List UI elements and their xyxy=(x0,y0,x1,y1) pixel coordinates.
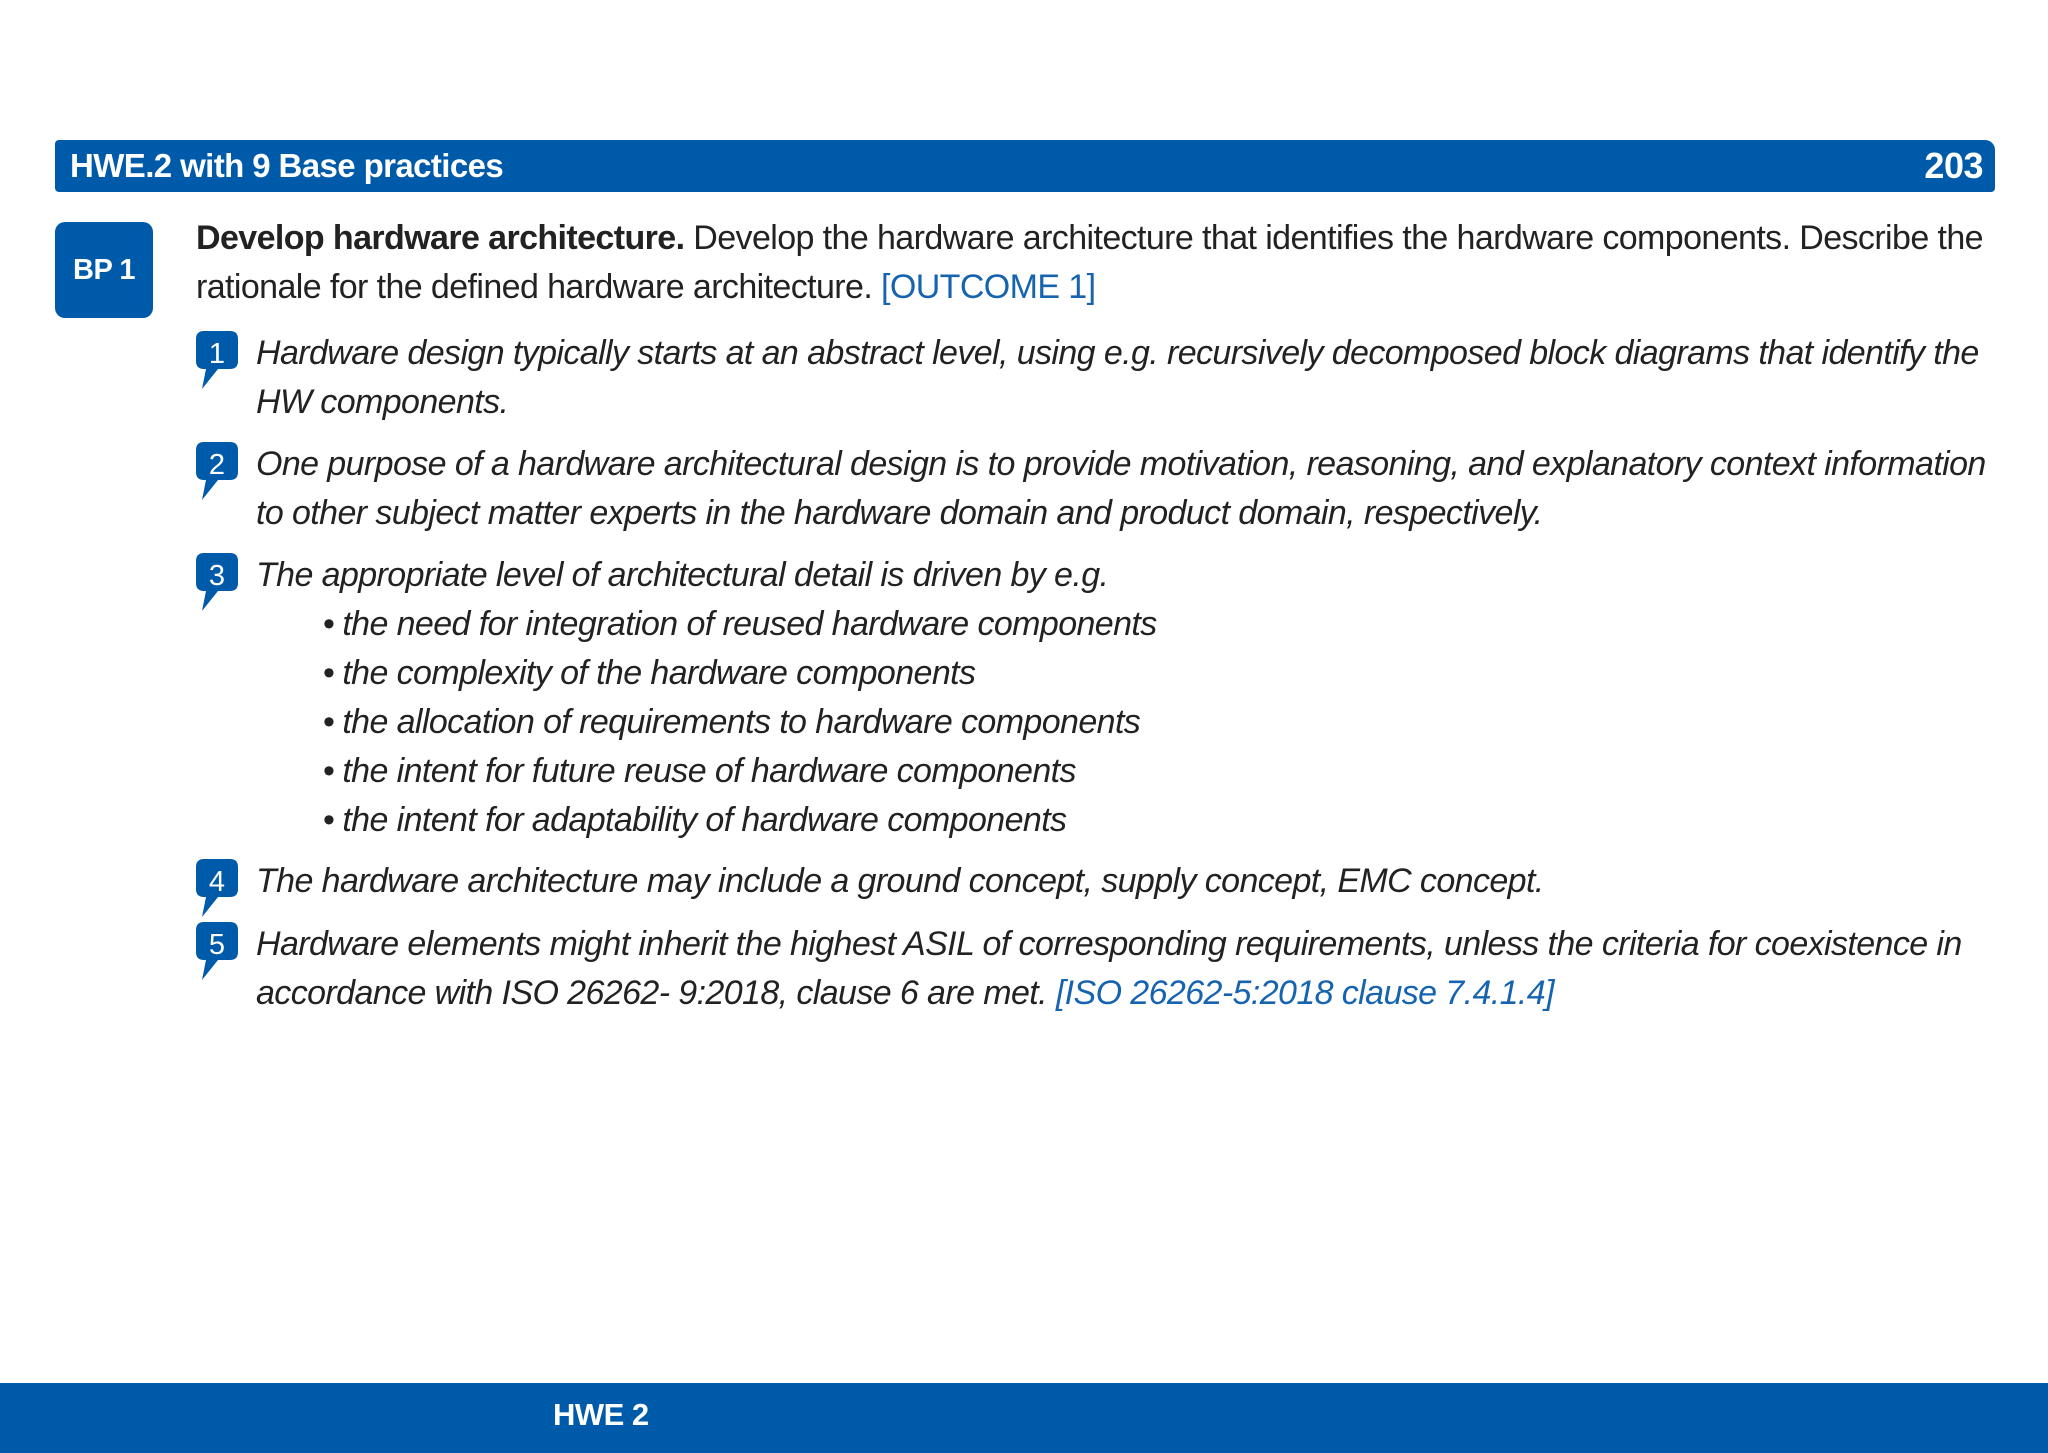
bullet-list xyxy=(196,600,1996,845)
footer-bar xyxy=(0,1383,2048,1453)
base-practice-description: Develop the hardware architecture that identifies the hardware components. Describe the rationale for the defined hardware architecture. xyxy=(196,219,1983,306)
section-header-bar xyxy=(55,140,1995,192)
note-number: 5 xyxy=(208,929,226,961)
note-2 xyxy=(196,440,1996,538)
note-number: 3 xyxy=(208,560,226,592)
note-1 xyxy=(196,329,1996,427)
note-number: 2 xyxy=(208,449,226,481)
note-4 xyxy=(196,857,1996,906)
speech-bubble-icon xyxy=(196,442,240,500)
list-item: • the need for integration of reused hardware components xyxy=(323,600,1996,649)
outcome-reference: [OUTCOME 1] xyxy=(881,268,1096,306)
page-number: 203 xyxy=(1924,145,1983,186)
list-item: • the complexity of the hardware components xyxy=(323,649,1996,698)
base-practice-title: Develop hardware architecture. xyxy=(196,219,685,257)
base-practice-text xyxy=(196,214,1986,312)
speech-bubble-icon xyxy=(196,553,240,611)
list-item: • the intent for future reuse of hardware components xyxy=(323,747,1996,796)
note-number: 4 xyxy=(208,866,226,898)
base-practice-badge: BP 1 xyxy=(55,222,153,318)
speech-bubble-icon xyxy=(196,331,240,389)
section-title: HWE.2 with 9 Base practices xyxy=(70,147,504,184)
note-body: Hardware elements might inherit the highest ASIL of corresponding requirements, unless the criteria for coexistence in accordance with ISO 26262- 9:2018, clause 6 are met. xyxy=(256,925,1962,1012)
note-text: The hardware architecture may include a ground concept, supply concept, EMC concept. xyxy=(256,862,1544,900)
note-text: The appropriate level of architectural detail is driven by e.g. xyxy=(256,556,1109,594)
list-item: • the intent for adaptability of hardware components xyxy=(323,796,1996,845)
note-text xyxy=(256,920,1996,1018)
speech-bubble-icon xyxy=(196,859,240,917)
note-number: 1 xyxy=(208,338,226,370)
speech-bubble-icon xyxy=(196,922,240,980)
footer-label: HWE 2 xyxy=(553,1397,649,1432)
note-3 xyxy=(196,551,1996,845)
note-text: Hardware design typically starts at an abstract level, using e.g. recursively decomposed block diagrams that identify the HW components. xyxy=(256,334,1979,421)
note-text: One purpose of a hardware architectural design is to provide motivation, reasoning, and explanatory context information to other subject matter experts in the hardware domain and product domain, respectively. xyxy=(256,445,1986,532)
note-5 xyxy=(196,920,1996,1018)
iso-reference: [ISO 26262-5:2018 clause 7.4.1.4] xyxy=(1055,974,1554,1012)
list-item: • the allocation of requirements to hardware components xyxy=(323,698,1996,747)
